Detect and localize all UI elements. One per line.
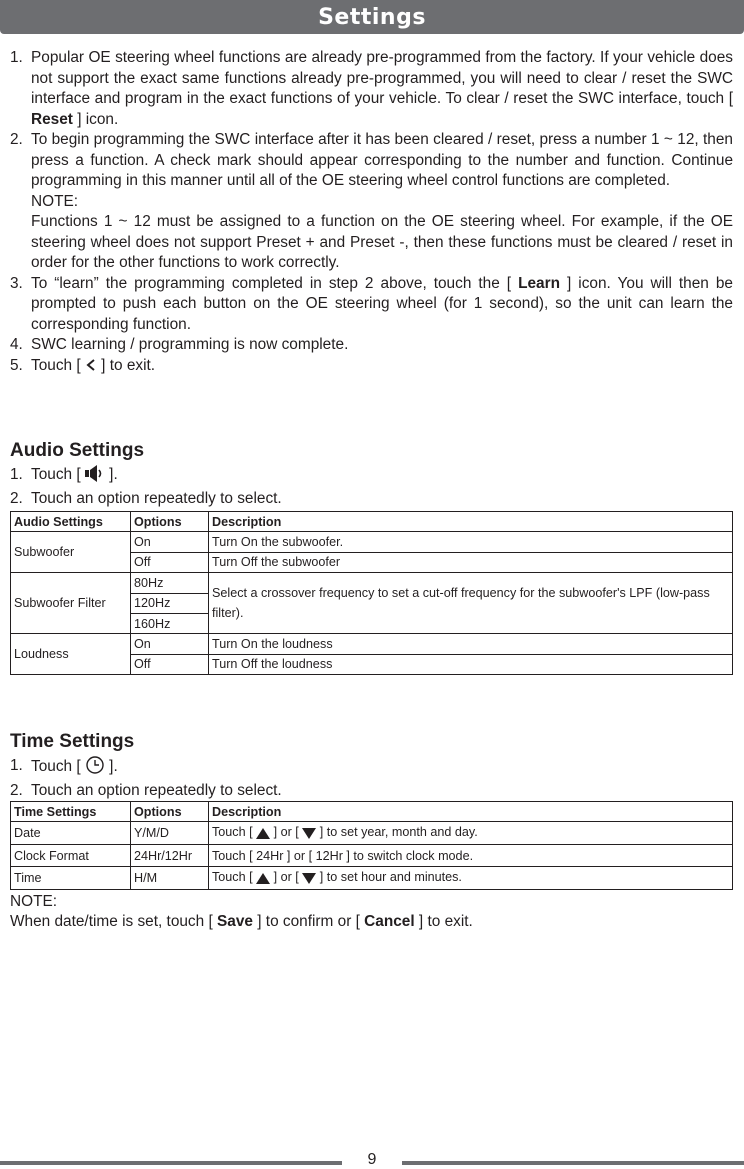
step-number: 1.	[10, 757, 23, 774]
step-text: Touch an option repeatedly to select.	[31, 781, 282, 799]
table-row	[11, 845, 733, 867]
time-step-2	[10, 781, 733, 802]
column-header: Description	[209, 512, 733, 532]
setting-name: Clock Format	[11, 845, 131, 867]
audio-steps	[10, 465, 733, 509]
clock-icon	[85, 756, 105, 781]
option-cell: 160Hz	[131, 613, 209, 633]
option-cell: 120Hz	[131, 593, 209, 613]
desc-text: ] or [	[270, 824, 303, 839]
step-text: Touch [	[31, 466, 85, 483]
step-text: To begin programming the SWC interface after it has been cleared / reset, press a number 1 ~ 12, then press a function. A check mark should appear corresponding to the number and function. Continue programming in this manner until all of the OE steering wheel control functions are completed.	[31, 131, 733, 189]
description-cell: Turn On the subwoofer.	[209, 532, 733, 552]
table-row	[11, 634, 733, 654]
option-cell: On	[131, 634, 209, 654]
table-row	[11, 822, 733, 845]
option-cell: 24Hr/12Hr	[131, 845, 209, 867]
up-arrow-icon	[256, 828, 270, 842]
reset-label: Reset	[31, 110, 73, 128]
time-settings-table	[10, 801, 733, 890]
option-cell: Y/M/D	[131, 822, 209, 845]
column-header: Options	[131, 802, 209, 822]
option-cell: On	[131, 532, 209, 552]
description-cell: Turn On the loudness	[209, 634, 733, 654]
back-chevron-icon	[85, 357, 97, 380]
desc-text: ] or [	[270, 869, 303, 884]
swc-step-3	[10, 274, 733, 336]
swc-step-2	[10, 130, 733, 274]
time-settings-title: Time Settings	[10, 731, 135, 752]
up-arrow-icon	[256, 873, 270, 887]
time-step-1	[10, 756, 733, 781]
time-note-text	[10, 911, 473, 932]
option-cell: Off	[131, 654, 209, 674]
table-row	[11, 573, 733, 593]
description-cell: Turn Off the loudness	[209, 654, 733, 674]
column-header: Audio Settings	[11, 512, 131, 532]
swc-step-1	[10, 48, 733, 130]
step-number: 1.	[10, 466, 23, 483]
step-text: ].	[104, 758, 118, 775]
table-header-row	[11, 512, 733, 532]
save-label: Save	[217, 913, 253, 930]
option-cell: H/M	[131, 867, 209, 890]
step-text: ] icon.	[72, 110, 119, 128]
page-title: Settings	[318, 4, 426, 30]
swc-step-4	[10, 335, 733, 356]
step-text: ] to exit.	[96, 356, 156, 374]
setting-name: Time	[11, 867, 131, 890]
desc-text: ] to set hour and minutes.	[316, 869, 462, 884]
learn-label: Learn	[518, 274, 560, 292]
step-text: To “learn” the programming completed in step 2 above, touch the [	[31, 274, 519, 292]
time-note-label: NOTE:	[10, 893, 58, 910]
desc-text: Touch [	[212, 869, 257, 884]
step-number: 1.	[10, 49, 23, 66]
table-row	[11, 867, 733, 890]
page-header	[0, 0, 744, 34]
setting-name: Date	[11, 822, 131, 845]
step-text: ] icon. You will then be prompted to push each button on the OE steering wheel (for 1 second), so the unit can learn the corresponding function.	[31, 274, 733, 333]
description-cell: Turn Off the subwoofer	[209, 552, 733, 572]
step-text: Popular OE steering wheel functions are already pre-programmed from the factory. If your vehicle does not support the exact same functions already pre-programmed, you will need to clear / reset the SWC interface and program in the exact functions of your vehicle. To clear / reset the SWC interface, touch [	[31, 49, 733, 107]
step-text: ].	[104, 466, 118, 483]
audio-settings-table	[10, 511, 733, 675]
note-label: NOTE:	[31, 192, 79, 210]
column-header: Description	[209, 802, 733, 822]
speaker-icon	[85, 465, 105, 489]
setting-name: Subwoofer	[11, 532, 131, 573]
time-steps	[10, 756, 733, 801]
step-text: SWC learning / programming is now complete.	[31, 336, 349, 353]
setting-name: Loudness	[11, 634, 131, 675]
option-cell: Off	[131, 552, 209, 572]
desc-text: Touch [	[212, 824, 257, 839]
description-cell: Select a crossover frequency to set a cut-off frequency for the subwoofer's LPF (low-pass filter).	[209, 573, 733, 634]
cancel-label: Cancel	[364, 913, 415, 930]
description-cell	[209, 867, 733, 890]
note-text: ] to confirm or [	[252, 913, 365, 930]
step-text: Touch an option repeatedly to select.	[31, 489, 282, 507]
note-text: Functions 1 ~ 12 must be assigned to a function on the OE steering wheel. For example, if the OE steering wheel does not support Preset + and Preset -, then these functions must be cleared / reset in order for the other functions to work correctly.	[31, 213, 733, 271]
description-cell: Touch [ 24Hr ] or [ 12Hr ] to switch clock mode.	[209, 845, 733, 867]
swc-steps	[10, 48, 733, 379]
swc-step-5	[10, 356, 733, 380]
step-number: 3.	[10, 274, 23, 292]
column-header: Time Settings	[11, 802, 131, 822]
note-text: ] to exit.	[414, 913, 473, 930]
step-number: 2.	[10, 131, 23, 148]
column-header: Options	[131, 512, 209, 532]
desc-text: ] to set year, month and day.	[316, 824, 478, 839]
audio-settings-title: Audio Settings	[10, 440, 145, 461]
note-text: When date/time is set, touch [	[10, 913, 218, 930]
step-number: 2.	[10, 781, 23, 799]
audio-step-1	[10, 465, 733, 489]
audio-step-2	[10, 489, 733, 510]
step-number: 2.	[10, 489, 23, 507]
page-number: 9	[367, 1151, 377, 1168]
option-cell: 80Hz	[131, 573, 209, 593]
step-number: 4.	[10, 336, 23, 353]
step-number: 5.	[10, 356, 23, 374]
down-arrow-icon	[302, 873, 316, 887]
description-cell	[209, 822, 733, 845]
table-row	[11, 532, 733, 552]
step-text: Touch [	[31, 356, 85, 374]
step-text: Touch [	[31, 758, 85, 775]
down-arrow-icon	[302, 828, 316, 842]
setting-name: Subwoofer Filter	[11, 573, 131, 634]
table-header-row	[11, 802, 733, 822]
